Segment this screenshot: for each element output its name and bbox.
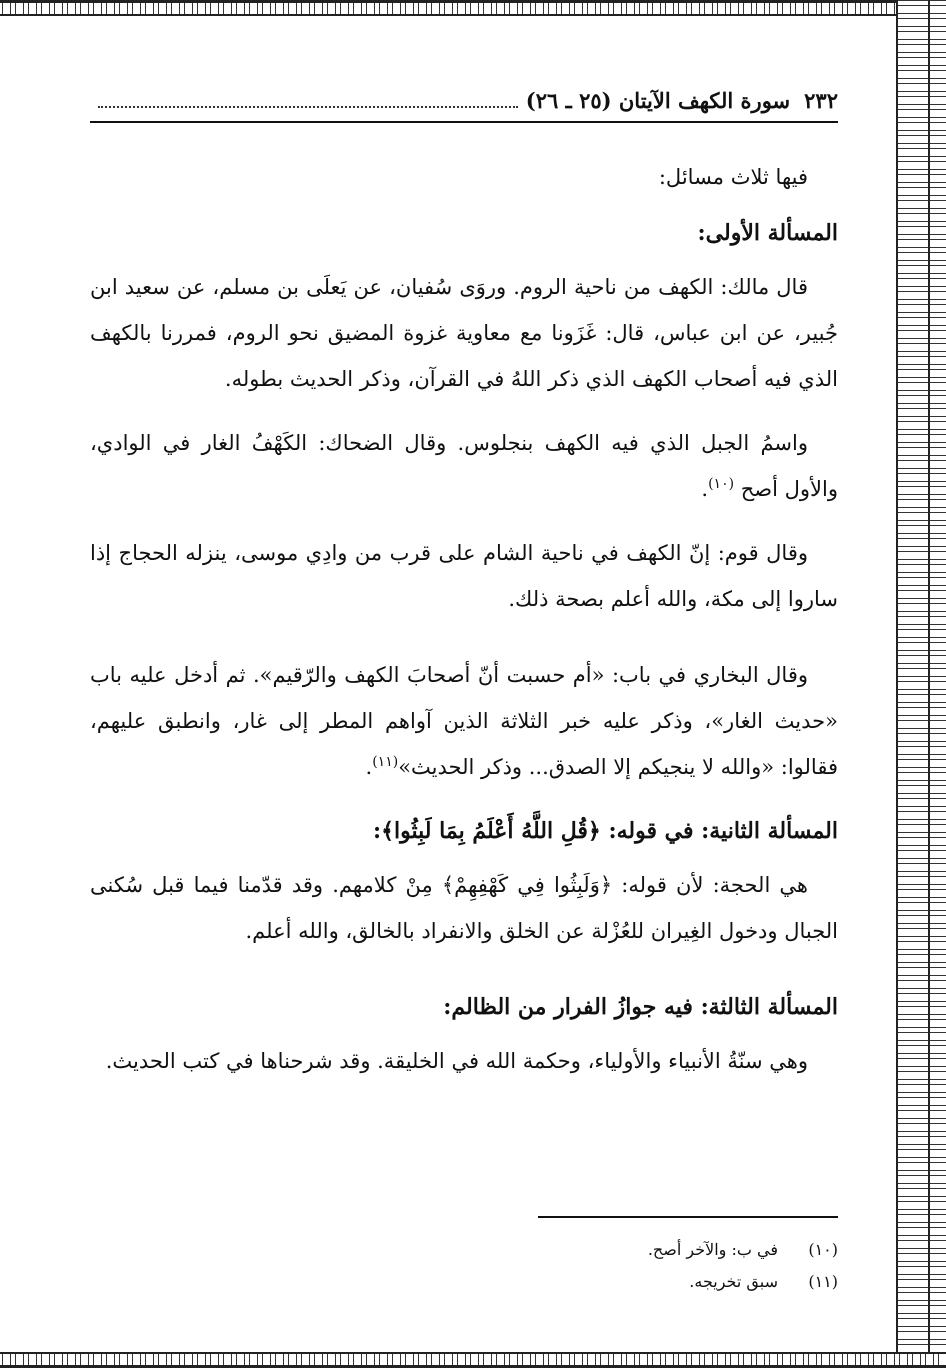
footnote-number: (١١) [808, 1272, 838, 1291]
footnote-text: في ب: والآخر أصح. [647, 1240, 778, 1259]
paragraph-2 [90, 420, 838, 512]
paragraph-1: قال مالك: الكهف من ناحية الروم. وروَى سُفيان، عن يَعلَى بن مسلم، عن سعيد ابن جُبير، عن ابن عباس، قال: غَزَونا مع معاوية غزوة المضيق نحو الروم، فمررنا بالكهف الذي فيه أصحاب الكهف الذي ذكر اللهُ في القرآن، وذكر الحديث بطوله. [90, 275, 838, 391]
decorative-border-bottom [0, 1352, 946, 1368]
intro-line: فيها ثلاث مسائل: [658, 165, 808, 189]
footnote-10 [90, 1234, 838, 1266]
footnote-text: سبق تخريجه. [689, 1272, 778, 1291]
chapter-title: سورة الكهف الآيتان (٢٥ ـ ٢٦) [525, 88, 791, 113]
footnotes [90, 1234, 838, 1298]
footnote-ref-10: (١٠) [708, 476, 735, 492]
paragraph-6: وهي سنّةُ الأنبياء والأولياء، وحكمة الله في الخليقة. وقد شرحناها في كتب الحديث. [105, 1049, 808, 1073]
page-body [90, 154, 838, 1084]
page-number: ٢٣٢ [804, 88, 838, 113]
footnote-number: (١٠) [808, 1240, 838, 1259]
issue-3-heading: المسألة الثالثة: فيه جوازُ الفرار من الظالم: [443, 994, 838, 1020]
issue-1-heading: المسألة الأولى: [697, 220, 838, 246]
footnote-separator [538, 1216, 838, 1218]
footnote-11 [90, 1266, 838, 1298]
running-header [90, 88, 838, 123]
issue-2-heading: المسألة الثانية: في قوله: ﴿قُلِ اللَّهُ أَعْلَمُ بِمَا لَبِثُوا﴾: [373, 818, 838, 844]
paragraph-2-end: . [701, 477, 709, 501]
book-page [0, 16, 896, 1354]
paragraph-5: هي الحجة: لأن قوله: ﴿وَلَبِثُوا فِي كَهْفِهِمْ﴾ مِنْ كلامهم. وقد قدّمنا فيما قبل سُكنى الجبال ودخول الغِيران للعُزْلة عن الخلق والانفراد بالخالق، والله أعلم. [90, 873, 838, 943]
paragraph-2-text: واسمُ الجبل الذي فيه الكهف بنجلوس. وقال الضحاك: الكَهْفُ الغار في الوادي، والأول أصح [90, 431, 838, 501]
footnote-ref-11: (١١) [372, 754, 399, 770]
paragraph-4 [90, 652, 838, 790]
paragraph-3: وقال قوم: إنّ الكهف في ناحية الشام على قرب من وادِي موسى، ينزله الحجاج إذا ساروا إلى مكة، والله أعلم بصحة ذلك. [90, 541, 838, 611]
paragraph-4-text: وقال البخاري في باب: «أم حسبت أنّ أصحابَ الكهف والرّقيم». ثم أدخل عليه باب «حديث الغار»، وذكر عليه خبر الثلاثة الذين آواهم المطر إلى غار، وانطبق عليهم، فقالوا: «والله لا ينجيكم إلا الصدق... وذكر الحديث» [90, 663, 838, 779]
decorative-border-top [0, 0, 946, 16]
decorative-border-right [896, 0, 946, 1368]
paragraph-4-end: . [365, 755, 373, 779]
dotted-leader [98, 94, 518, 108]
